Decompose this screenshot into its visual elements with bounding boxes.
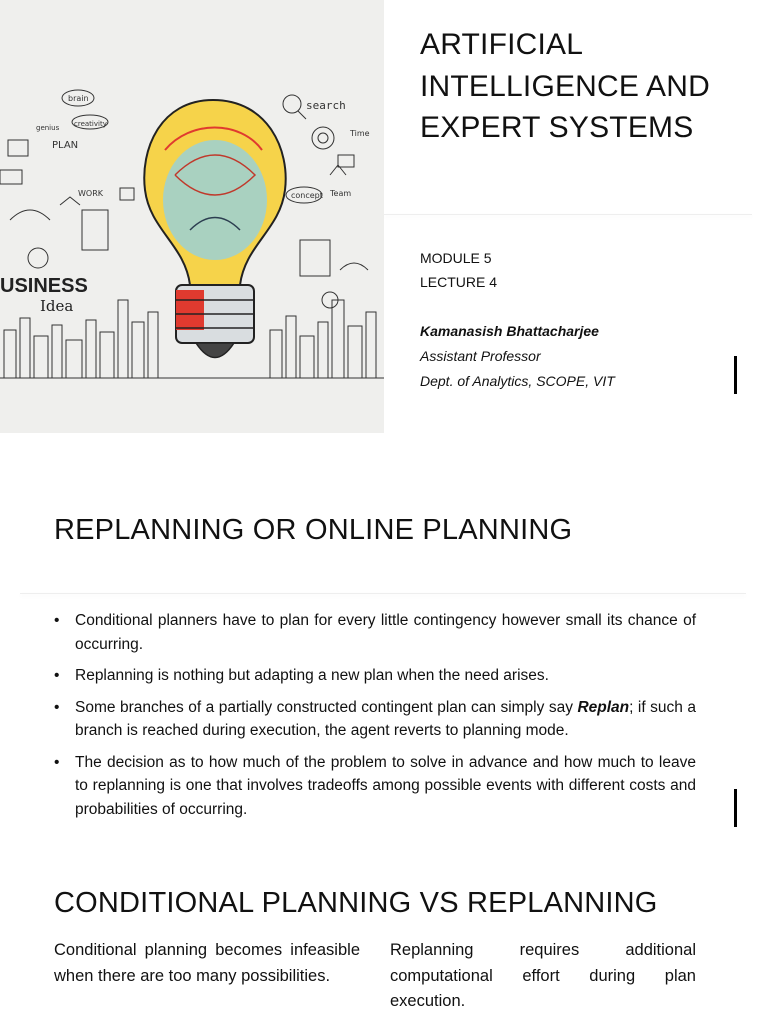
bullet-text: Some branches of a partially constructed contingent plan can simply say — [75, 698, 578, 716]
comparison-right-text: Replanning requires additional computational effort during plan execution. — [390, 941, 696, 1010]
doodle-business-label: USINESS — [0, 275, 88, 297]
section-heading-replanning: REPLANNING OR ONLINE PLANNING — [54, 514, 573, 546]
lightbulb-sketch-image — [0, 0, 384, 433]
author-name: Kamanasish Bhattacharjee — [420, 323, 599, 339]
title-slide — [0, 0, 768, 433]
author-role: Assistant Professor — [420, 348, 541, 364]
lightbulb-illustration — [0, 0, 384, 433]
section-heading-comparison: CONDITIONAL PLANNING VS REPLANNING — [54, 887, 658, 919]
bullet-list — [54, 609, 696, 829]
doodle-brain-label: brain — [68, 94, 89, 103]
heading-divider — [20, 593, 746, 594]
text-cursor — [734, 356, 737, 394]
text-cursor — [734, 789, 737, 827]
doodle-idea-label: Idea — [40, 297, 74, 315]
doodle-plan-label: PLAN — [52, 140, 79, 151]
bullet-text: ; if such a branch is reached during execution, the agent reverts to planning mode. — [75, 698, 696, 739]
bullet-item — [54, 696, 696, 743]
presentation-title: ARTIFICIAL INTELLIGENCE AND EXPERT SYSTEMS — [420, 28, 710, 144]
emphasis-term: Replan — [577, 698, 630, 716]
module-label: MODULE 5 — [420, 250, 492, 266]
bullet-item: • The decision as to how much of the problem to solve in advance and how much to leave to replanning is one that involves tradeoffs among possible events with different costs and probabilities of occurring. — [54, 751, 696, 822]
lecture-label: LECTURE 4 — [420, 274, 498, 290]
bullet-item: • Replanning is nothing but adapting a new plan when the need arises. — [54, 664, 696, 688]
author-department: Dept. of Analytics, SCOPE, VIT — [420, 373, 615, 389]
doodle-genius-label: genius — [36, 124, 60, 132]
title-divider — [384, 214, 752, 215]
doodle-work-label: WORK — [78, 189, 104, 198]
comparison-left-text: Conditional planning becomes infeasible when there are too many possibilities. — [54, 941, 360, 985]
doodle-search-label: search — [306, 99, 346, 112]
doodle-time-label: Time — [350, 129, 370, 138]
doodle-team-label: Team — [330, 189, 352, 198]
doodle-concept-label: concept — [291, 191, 323, 200]
bullet-item: • Conditional planners have to plan for every little contingency however small its chance of occurring. — [54, 609, 696, 656]
doodle-creativity-label: creativity — [74, 120, 107, 128]
